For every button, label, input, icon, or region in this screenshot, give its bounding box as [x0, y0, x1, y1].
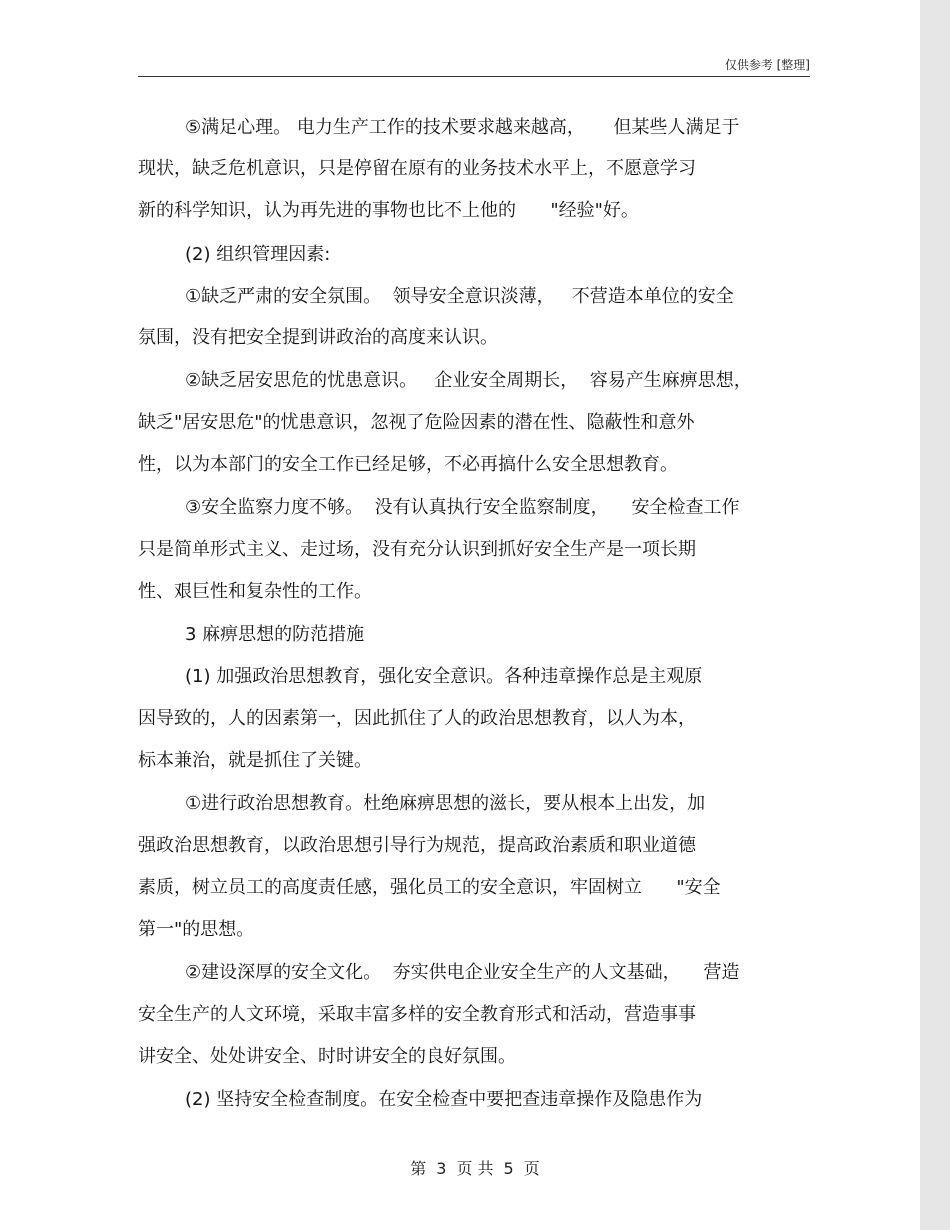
- text-line: ①进行政治思想教育。杜绝麻痹思想的滋长，要从根本上出发，加: [185, 793, 706, 814]
- footer-prefix: 第: [410, 1159, 427, 1178]
- text-line: 安全生产的人文环境，采取丰富多样的安全教育形式和活动，营造事事: [138, 1004, 696, 1025]
- text-line: 讲安全、处处讲安全、时时讲安全的良好氛围。: [138, 1046, 516, 1067]
- text-line: (2) 组织管理因素:: [185, 244, 331, 265]
- text-line: 素质，树立员工的高度责任感，强化员工的安全意识，牢固树立 "安全: [138, 877, 721, 898]
- footer-mid: 页 共: [456, 1159, 494, 1178]
- text-line: ①缺乏严肃的安全氛围。 领导安全意识淡薄， 不营造本单位的安全: [185, 286, 734, 307]
- page-footer: [0, 1156, 950, 1179]
- text-line: ②缺乏居安思危的忧患意识。 企业安全周期长， 容易产生麻痹思想，: [185, 370, 752, 391]
- text-line: ⑤满足心理。 电力生产工作的技术要求越来越高， 但某些人满足于: [185, 117, 740, 138]
- text-line: 第一"的思想。: [138, 919, 255, 940]
- text-line: ②建设深厚的安全文化。 夯实供电企业安全生产的人文基础， 营造: [185, 962, 740, 983]
- text-line: 缺乏"居安思危"的忧患意识，忽视了危险因素的潜在性、隐蔽性和意外: [138, 412, 695, 433]
- total-pages-number: 5: [503, 1159, 514, 1178]
- text-line: ③安全监察力度不够。 没有认真执行安全监察制度， 安全检查工作: [185, 497, 740, 518]
- text-line: 现状，缺乏危机意识，只是停留在原有的业务技术水平上，不愿意学习: [138, 158, 696, 179]
- text-line: (2) 坚持安全检查制度。在安全检查中要把查违章操作及隐患作为: [185, 1089, 703, 1110]
- current-page-number: 3: [436, 1159, 447, 1178]
- footer-suffix: 页: [523, 1159, 540, 1178]
- text-line: (1) 加强政治思想教育，强化安全意识。各种违章操作总是主观原: [185, 666, 703, 687]
- text-line: 性、艰巨性和复杂性的工作。: [138, 581, 372, 602]
- text-line: 因导致的，人的因素第一，因此抓住了人的政治思想教育，以人为本，: [138, 708, 696, 729]
- text-line: 只是简单形式主义、走过场，没有充分认识到抓好安全生产是一项长期: [138, 539, 696, 560]
- text-line: 氛围，没有把安全提到讲政治的高度来认识。: [138, 327, 498, 348]
- text-line: 强政治思想教育，以政治思想引导行为规范，提高政治素质和职业道德: [138, 835, 696, 856]
- text-line: 新的科学知识，认为再先进的事物也比不上他的 "经验"好。: [138, 200, 639, 221]
- text-line: 性，以为本部门的安全工作已经足够，不必再搞什么安全思想教育。: [138, 454, 678, 475]
- section-heading: 3 麻痹思想的防范措施: [185, 624, 365, 645]
- header-note: 仅供参考 [整理]: [724, 58, 810, 72]
- header-rule: [138, 76, 810, 77]
- text-line: 标本兼治，就是抓住了关键。: [138, 750, 372, 771]
